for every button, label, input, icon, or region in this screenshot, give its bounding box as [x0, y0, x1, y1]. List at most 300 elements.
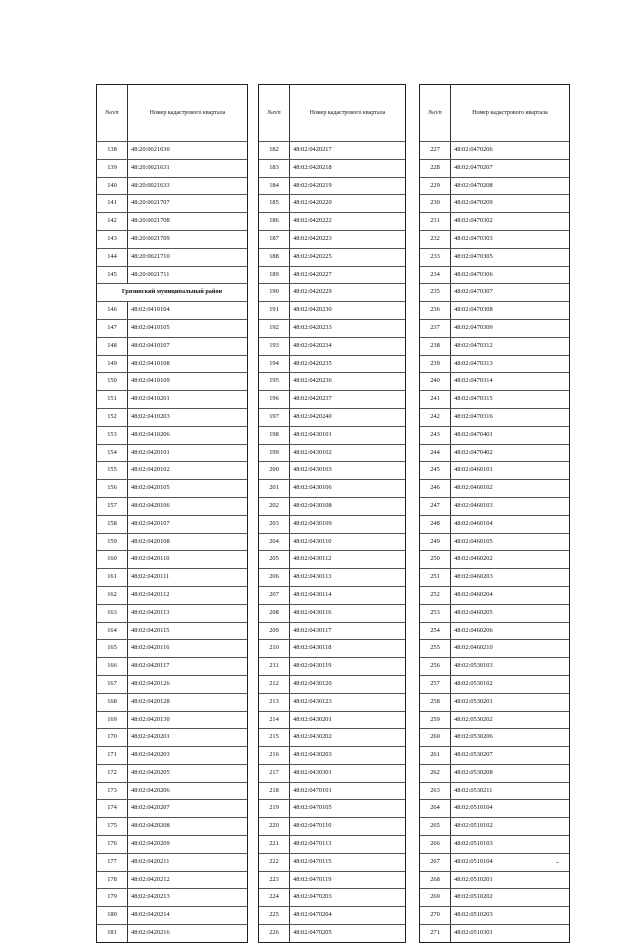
cadastral-quarter-number: 48:02:0470303	[454, 234, 493, 242]
table-row	[97, 390, 247, 408]
table-row	[420, 622, 569, 640]
cadastral-quarter-number: 48:02:0420240	[293, 412, 332, 420]
table-row	[97, 568, 247, 586]
cadastral-quarter-number: 48:02:0470308	[454, 306, 493, 314]
table-row	[97, 444, 247, 462]
row-number: 257	[420, 676, 451, 693]
table-row	[97, 319, 247, 337]
cadastral-quarter-number: 48:02:0420233	[293, 323, 332, 331]
cadastral-quarter-number: 48:02:0410206	[131, 430, 170, 438]
table-row	[259, 906, 405, 924]
table-row	[97, 533, 247, 551]
row-number: 220	[259, 818, 290, 835]
row-number: 258	[420, 694, 451, 711]
table-row	[420, 764, 569, 782]
cadastral-quarter-number: 48:02:0470309	[454, 323, 493, 331]
cadastral-quarter-number: 48:02:0420111	[131, 573, 170, 581]
row-number: 143	[97, 231, 128, 248]
cadastral-quarter-number: 48:02:0510104	[454, 857, 493, 865]
cadastral-quarter-number: 48:02:0460202	[454, 555, 493, 563]
row-number: 199	[259, 445, 290, 462]
row-number: 178	[97, 872, 128, 889]
cadastral-quarter-number: 48:02:0470302	[454, 217, 493, 225]
table-row	[97, 764, 247, 782]
cadastral-quarter-number: 48:20:0021633	[131, 181, 170, 189]
table-row	[259, 924, 405, 942]
table-row	[420, 141, 569, 159]
table-row	[420, 497, 569, 515]
row-number: 207	[259, 587, 290, 604]
cadastral-quarter-number: 48:02:0430301	[293, 768, 332, 776]
table-row	[420, 355, 569, 373]
table-row	[420, 782, 569, 800]
row-number: 159	[97, 534, 128, 551]
cadastral-quarter-number: 48:02:0420207	[131, 804, 170, 812]
cadastral-quarter-number: 48:02:0510104	[454, 804, 493, 812]
table-row	[259, 533, 405, 551]
table-row	[420, 835, 569, 853]
row-number: 240	[420, 373, 451, 390]
cadastral-quarter-number: 48:02:0420227	[293, 270, 332, 278]
row-number: 251	[420, 569, 451, 586]
cadastral-quarter-number: 48:02:0410203	[131, 412, 170, 420]
table-row	[259, 283, 405, 301]
table-row	[97, 728, 247, 746]
row-number: 203	[259, 516, 290, 533]
cadastral-quarter-number: 48:02:0420235	[293, 359, 332, 367]
row-number: 197	[259, 409, 290, 426]
cadastral-quarter-number: 48:02:0410104	[131, 306, 170, 314]
row-number: 226	[259, 925, 290, 942]
row-number: 151	[97, 391, 128, 408]
table-row	[97, 230, 247, 248]
row-number: 175	[97, 818, 128, 835]
cadastral-quarter-number: 48:02:0420106	[131, 501, 170, 509]
cadastral-quarter-number: 48:02:0510201	[454, 875, 493, 883]
table-row	[420, 853, 569, 871]
row-number: 217	[259, 765, 290, 782]
row-number: 204	[259, 534, 290, 551]
cadastral-quarter-number: 48:02:0460210	[454, 644, 493, 652]
table-row	[97, 835, 247, 853]
row-number: 191	[259, 302, 290, 319]
table-row	[420, 924, 569, 942]
cadastral-quarter-number: 48:02:0420105	[131, 484, 170, 492]
header-num: №п/п	[420, 85, 451, 141]
row-number: 210	[259, 640, 290, 657]
table-row	[420, 657, 569, 675]
row-number: 259	[420, 712, 451, 729]
row-number: 218	[259, 783, 290, 800]
row-number: 267	[420, 854, 451, 871]
table-row	[259, 799, 405, 817]
table-row	[97, 372, 247, 390]
row-number: 250	[420, 551, 451, 568]
cadastral-quarter-number: 48:02:0420230	[293, 306, 332, 314]
cadastral-quarter-number: 48:02:0530208	[454, 768, 493, 776]
row-number: 149	[97, 356, 128, 373]
cadastral-quarter-number: 48:02:0420220	[293, 199, 332, 207]
table-row	[420, 888, 569, 906]
cadastral-quarter-number: 48:20:0021711	[131, 270, 170, 278]
table-row	[259, 764, 405, 782]
table-row	[420, 693, 569, 711]
table-row	[97, 479, 247, 497]
table-row	[259, 817, 405, 835]
cadastral-quarter-number: 48:02:0470205	[293, 929, 332, 937]
cadastral-quarter-number: 48:02:0410108	[131, 359, 170, 367]
cadastral-quarter-number: 48:02:0420223	[293, 234, 332, 242]
table-row	[259, 888, 405, 906]
row-number: 248	[420, 516, 451, 533]
table-row	[420, 248, 569, 266]
cadastral-quarter-number: 48:02:0460104	[454, 519, 493, 527]
cadastral-quarter-number: 48:02:0530211	[454, 786, 493, 794]
cadastral-quarter-number: 48:02:0420128	[131, 697, 170, 705]
section-title: Грязинский муниципальный район	[121, 288, 223, 296]
cadastral-quarter-number: 48:02:0430119	[293, 662, 332, 670]
cadastral-quarter-number: 48:02:0470315	[454, 395, 493, 403]
table-row	[420, 711, 569, 729]
cadastral-quarter-number: 48:02:0510103	[454, 840, 493, 848]
cadastral-quarter-number: 48:02:0470312	[454, 341, 493, 349]
cadastral-quarter-number: 48:02:0420225	[293, 252, 332, 260]
cadastral-quarter-number: 48:02:0460206	[454, 626, 493, 634]
table-row	[420, 372, 569, 390]
cadastral-quarter-number: 48:02:0430203	[293, 751, 332, 759]
row-number: 147	[97, 320, 128, 337]
row-number: 144	[97, 249, 128, 266]
row-number: 168	[97, 694, 128, 711]
table-row	[97, 657, 247, 675]
row-number: 172	[97, 765, 128, 782]
table-row	[97, 604, 247, 622]
row-number: 142	[97, 213, 128, 230]
cadastral-quarter-number: 48:02:0430101	[293, 430, 332, 438]
row-number: 196	[259, 391, 290, 408]
cadastral-quarter-number: 48:02:0430112	[293, 555, 332, 563]
table-row	[97, 337, 247, 355]
row-number: 193	[259, 338, 290, 355]
cadastral-quarter-number: 48:02:0510203	[454, 911, 493, 919]
cadastral-quarter-number: 48:02:0460205	[454, 608, 493, 616]
row-number: 269	[420, 889, 451, 906]
table-row	[259, 550, 405, 568]
row-number: 243	[420, 427, 451, 444]
cadastral-quarter-number: 48:02:0420217	[293, 146, 332, 153]
table-row	[259, 639, 405, 657]
row-number: 198	[259, 427, 290, 444]
row-number: 185	[259, 195, 290, 212]
table-row	[97, 426, 247, 444]
table-column-3	[419, 84, 570, 943]
cadastral-quarter-number: 48:02:0430117	[293, 626, 332, 634]
cadastral-quarter-number: 48:02:0420219	[293, 181, 332, 189]
table-row	[420, 301, 569, 319]
cadastral-quarter-number: 48:02:0420237	[293, 395, 332, 403]
cadastral-quarter-number: 48:02:0430106	[293, 484, 332, 492]
cadastral-quarter-number: 48:02:0430109	[293, 519, 332, 527]
cadastral-quarter-number: 48:02:0430102	[293, 448, 332, 456]
row-number: 233	[420, 249, 451, 266]
row-number: 171	[97, 747, 128, 764]
cadastral-quarter-number: 48:02:0530207	[454, 751, 493, 759]
cadastral-quarter-number: 48:02:0420101	[131, 448, 170, 456]
row-number: 271	[420, 925, 451, 942]
row-number: 163	[97, 605, 128, 622]
cadastral-quarter-number: 48:02:0460204	[454, 590, 493, 598]
table-row	[97, 266, 247, 284]
table-row	[420, 319, 569, 337]
cadastral-quarter-number: 48:20:0021630	[131, 146, 170, 153]
cadastral-quarter-number: 48:02:0420116	[131, 644, 170, 652]
row-number: 195	[259, 373, 290, 390]
cadastral-quarter-number: 48:02:0470401	[454, 430, 493, 438]
cadastral-quarter-number: 48:02:0410109	[131, 377, 170, 385]
table-row	[259, 622, 405, 640]
cadastral-quarter-number: 48:02:0470204	[293, 911, 332, 919]
cadastral-quarter-number: 48:02:0410105	[131, 323, 170, 331]
row-number: 265	[420, 818, 451, 835]
row-number: 205	[259, 551, 290, 568]
row-number: 232	[420, 231, 451, 248]
row-number: 162	[97, 587, 128, 604]
cadastral-quarter-number: 48:02:0510301	[454, 929, 493, 937]
row-number: 241	[420, 391, 451, 408]
cadastral-quarter-number: 48:02:0470306	[454, 270, 493, 278]
row-number: 187	[259, 231, 290, 248]
cadastral-quarter-number: 48:02:0470305	[454, 252, 493, 260]
table-row	[97, 871, 247, 889]
cadastral-quarter-number: 48:02:0470402	[454, 448, 493, 456]
table-row	[259, 497, 405, 515]
row-number: 190	[259, 284, 290, 301]
row-number: 242	[420, 409, 451, 426]
table-row	[259, 675, 405, 693]
table-row	[259, 212, 405, 230]
row-number: 268	[420, 872, 451, 889]
table-row	[97, 301, 247, 319]
cadastral-quarter-number: 48:02:0430120	[293, 679, 332, 687]
table-row	[97, 782, 247, 800]
row-number: 174	[97, 800, 128, 817]
table-row	[420, 283, 569, 301]
table-row	[259, 853, 405, 871]
table-header	[259, 85, 405, 141]
row-number: 231	[420, 213, 451, 230]
cadastral-quarter-number: 48:02:0460103	[454, 501, 493, 509]
cadastral-quarter-number: 48:02:0460101	[454, 466, 493, 474]
header-code: Номер кадастрового квартала	[472, 110, 548, 116]
cadastral-quarter-number: 48:02:0460105	[454, 537, 493, 545]
cadastral-quarter-number: 48:02:0420107	[131, 519, 170, 527]
table-row	[420, 586, 569, 604]
row-number: 215	[259, 729, 290, 746]
table-row	[97, 711, 247, 729]
cadastral-quarter-number: 48:02:0460203	[454, 573, 493, 581]
table-row	[420, 533, 569, 551]
cadastral-quarter-number: 48:02:0420113	[131, 608, 170, 616]
table-row	[420, 515, 569, 533]
row-number: 247	[420, 498, 451, 515]
row-number: 209	[259, 623, 290, 640]
cadastral-quarter-number: 48:02:0420102	[131, 466, 170, 474]
row-number: 177	[97, 854, 128, 871]
row-number: 170	[97, 729, 128, 746]
cadastral-quarter-number: 48:02:0510102	[454, 822, 493, 830]
row-number: 223	[259, 872, 290, 889]
cadastral-quarter-number: 48:02:0430110	[293, 537, 332, 545]
cadastral-quarter-number: 48:20:0021707	[131, 199, 170, 207]
cadastral-quarter-number: 48:02:0430108	[293, 501, 332, 509]
table-row	[420, 728, 569, 746]
row-number: 181	[97, 925, 128, 942]
table-row	[97, 639, 247, 657]
cadastral-quarter-number: 48:02:0410107	[131, 341, 170, 349]
row-number: 194	[259, 356, 290, 373]
row-number: 234	[420, 267, 451, 284]
cadastral-quarter-number: 48:02:0530201	[454, 697, 493, 705]
cadastral-quarter-number: 48:02:0470110	[293, 822, 332, 830]
table-row	[97, 248, 247, 266]
row-number: 152	[97, 409, 128, 426]
row-number: 186	[259, 213, 290, 230]
table-row	[259, 586, 405, 604]
cadastral-quarter-number: 48:02:0420234	[293, 341, 332, 349]
table-column-2	[258, 84, 406, 943]
row-number: 161	[97, 569, 128, 586]
cadastral-quarter-number: 48:02:0420222	[293, 217, 332, 225]
header-code: Номер кадастрового квартала	[309, 110, 386, 116]
row-number: 225	[259, 907, 290, 924]
cadastral-quarter-number: 48:02:0420115	[131, 626, 170, 634]
cadastral-quarter-number: 48:20:0021708	[131, 217, 170, 225]
cadastral-quarter-number: 48:20:0021709	[131, 234, 170, 242]
table-row	[97, 675, 247, 693]
row-number: 150	[97, 373, 128, 390]
row-number: 245	[420, 462, 451, 479]
row-number: 154	[97, 445, 128, 462]
row-number: 224	[259, 889, 290, 906]
table-row	[259, 319, 405, 337]
table-row	[259, 194, 405, 212]
table-row	[420, 550, 569, 568]
table-column-1	[96, 84, 248, 943]
cadastral-quarter-number: 48:02:0420205	[131, 768, 170, 776]
row-number: 160	[97, 551, 128, 568]
table-header	[97, 85, 247, 141]
header-code: Номер кадастрового квартала	[149, 110, 226, 116]
row-number: 264	[420, 800, 451, 817]
row-number: 176	[97, 836, 128, 853]
table-row	[259, 711, 405, 729]
row-number: 141	[97, 195, 128, 212]
table-row	[97, 906, 247, 924]
cadastral-quarter-number: 48:02:0420108	[131, 537, 170, 545]
row-number: 266	[420, 836, 451, 853]
row-number: 208	[259, 605, 290, 622]
row-number: 254	[420, 623, 451, 640]
row-number: 192	[259, 320, 290, 337]
cadastral-quarter-number: 48:02:0420117	[131, 662, 170, 670]
cadastral-quarter-number: 48:02:0420209	[131, 840, 170, 848]
row-number: 219	[259, 800, 290, 817]
table-row	[420, 746, 569, 764]
table-header	[420, 85, 569, 141]
row-number: 262	[420, 765, 451, 782]
table-row	[420, 604, 569, 622]
cadastral-quarter-number: 48:02:0470101	[293, 786, 332, 794]
table-row	[420, 444, 569, 462]
cadastral-quarter-number: 48:02:0470316	[454, 412, 493, 420]
table-row	[420, 461, 569, 479]
row-number: 180	[97, 907, 128, 924]
row-number: 238	[420, 338, 451, 355]
table-row	[420, 817, 569, 835]
cadastral-quarter-number: 48:02:0420201	[131, 733, 170, 741]
row-number: 222	[259, 854, 290, 871]
row-number: 260	[420, 729, 451, 746]
table-row	[259, 782, 405, 800]
cadastral-quarter-number: 48:02:0420229	[293, 288, 332, 296]
table-row	[97, 515, 247, 533]
row-number: 145	[97, 267, 128, 284]
cadastral-quarter-number: 48:02:0430118	[293, 644, 332, 652]
table-row	[420, 266, 569, 284]
table-row	[259, 871, 405, 889]
table-row	[97, 461, 247, 479]
table-row	[420, 194, 569, 212]
table-row	[420, 871, 569, 889]
table-row	[97, 212, 247, 230]
table-row	[97, 159, 247, 177]
row-number: 261	[420, 747, 451, 764]
row-number: 139	[97, 160, 128, 177]
row-number: 202	[259, 498, 290, 515]
table-row	[420, 408, 569, 426]
row-number: 157	[97, 498, 128, 515]
cadastral-quarter-number: 48:02:0470105	[293, 804, 332, 812]
table-row	[259, 248, 405, 266]
cadastral-quarter-number: 48:02:0420216	[131, 929, 170, 937]
cadastral-quarter-number: 48:02:0470313	[454, 359, 493, 367]
cadastral-quarter-number: 48:02:0430113	[293, 573, 332, 581]
cadastral-quarter-number: 48:02:0420214	[131, 911, 170, 919]
table-row	[97, 799, 247, 817]
cadastral-quarter-number: 48:02:0410201	[131, 395, 170, 403]
table-row	[259, 461, 405, 479]
table-row	[420, 568, 569, 586]
table-row	[97, 853, 247, 871]
cadastral-quarter-number: 48:02:0470307	[454, 288, 493, 296]
row-number: 236	[420, 302, 451, 319]
row-number: 270	[420, 907, 451, 924]
cadastral-quarter-number: 48:02:0470314	[454, 377, 493, 385]
cadastral-quarter-number: 48:02:0470203	[293, 893, 332, 901]
table-row	[97, 888, 247, 906]
cadastral-quarter-number: 48:02:0420126	[131, 679, 170, 687]
table-row	[420, 426, 569, 444]
row-number: 189	[259, 267, 290, 284]
row-number: 214	[259, 712, 290, 729]
table-row	[420, 390, 569, 408]
row-number: 138	[97, 142, 128, 159]
table-row	[97, 693, 247, 711]
row-number: 227	[420, 142, 451, 159]
row-number: 239	[420, 356, 451, 373]
cadastral-quarter-number: 48:02:0460102	[454, 484, 493, 492]
row-number: 256	[420, 658, 451, 675]
